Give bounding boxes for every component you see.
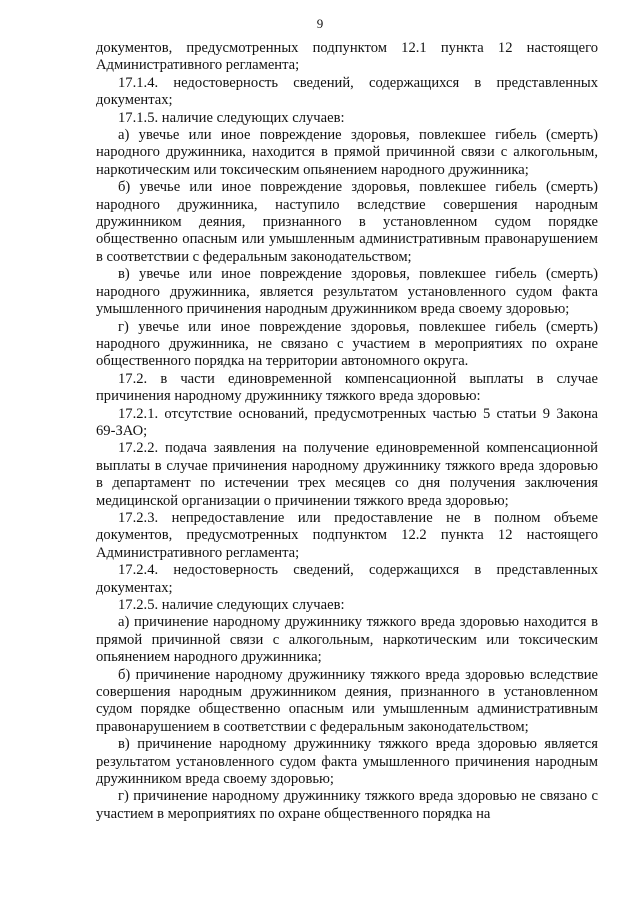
page-number: 9 xyxy=(316,16,324,31)
paragraph-17-2-5: 17.2.5. наличие следующих случаев: xyxy=(118,597,345,613)
paragraph-17-2-5-b: б) причинение народному дружиннику тяжкого вреда здоровью вследствие совершения народным дружинником деяния, признанного в установленном судом порядке общественно опасным или умышленным административным правонарушением в соответствии с федеральным законодательством; xyxy=(96,666,598,735)
paragraph-17-2-5-g: г) причинение народному дружиннику тяжкого вреда здоровью не связано с участием в мероприятиях по охране общественного порядка на xyxy=(96,788,598,822)
paragraph-17-2-2: 17.2.2. подача заявления на получение единовременной компенсационной выплаты в случае причинения народному дружиннику тяжкого вреда здоровью в департамент по истечении трех месяцев со дня получения заключения медицинской организации о причинении тяжкого вреда здоровью; xyxy=(96,440,598,509)
paragraph-17-1-5-g: г) увечье или иное повреждение здоровья, повлекшее гибель (смерть) народного дружинника, не связано с участием в мероприятиях по охране общественного порядка на территории автономного округа. xyxy=(96,318,598,370)
paragraph-continuation: документов, предусмотренных подпунктом 12.1 пункта 12 настоящего Административного регламента; xyxy=(96,40,598,74)
paragraph-17-1-4: 17.1.4. недостоверность сведений, содержащихся в представленных документах; xyxy=(96,74,598,109)
paragraph-17-2-5-v: в) причинение народному дружиннику тяжкого вреда здоровью является результатом установленного судом факта умышленного причинения народным дружинником вреда своему здоровью; xyxy=(96,736,598,788)
paragraph-17-1-5-b: б) увечье или иное повреждение здоровья, повлекшее гибель (смерть) народного дружинника, наступило вследствие совершения народным дружинником деяния, признанного в установленном судом порядке общественно опасным или умышленным административным правонарушением в соответствии с федеральным законодательством; xyxy=(96,179,598,265)
paragraph-17-2-5-a: а) причинение народному дружиннику тяжкого вреда здоровью находится в прямой причинной связи с алкогольным, наркотическим или токсическим опьянением народного дружинника; xyxy=(96,614,598,666)
paragraph-17-1-5-v: в) увечье или иное повреждение здоровья, повлекшее гибель (смерть) народного дружинника, является результатом установленного судом факта умышленного причинения народным дружинником вреда своему здоровью; xyxy=(96,266,598,318)
paragraph-17-2-4: 17.2.4. недостоверность сведений, содержащихся в представленных документах; xyxy=(96,562,598,596)
document-body xyxy=(96,40,598,823)
paragraph-17-2: 17.2. в части единовременной компенсационной выплаты в случае причинения народному дружиннику тяжкого вреда здоровью: xyxy=(96,370,598,405)
paragraph-17-1-5: 17.1.5. наличие следующих случаев: xyxy=(118,109,345,126)
paragraph-17-1-5-a: а) увечье или иное повреждение здоровья, повлекшее гибель (смерть) народного дружинника, находится в прямой причинной связи с алкогольным, наркотическим или токсическим опьянением народного дружинника; xyxy=(96,127,598,178)
paragraph-17-2-1: 17.2.1. отсутствие оснований, предусмотренных частью 5 статьи 9 Закона 69-ЗАО; xyxy=(96,405,598,439)
paragraph-17-2-3: 17.2.3. непредоставление или предоставление не в полном объеме документов, предусмотренных подпунктом 12.2 пункта 12 настоящего Административного регламента; xyxy=(96,509,598,561)
